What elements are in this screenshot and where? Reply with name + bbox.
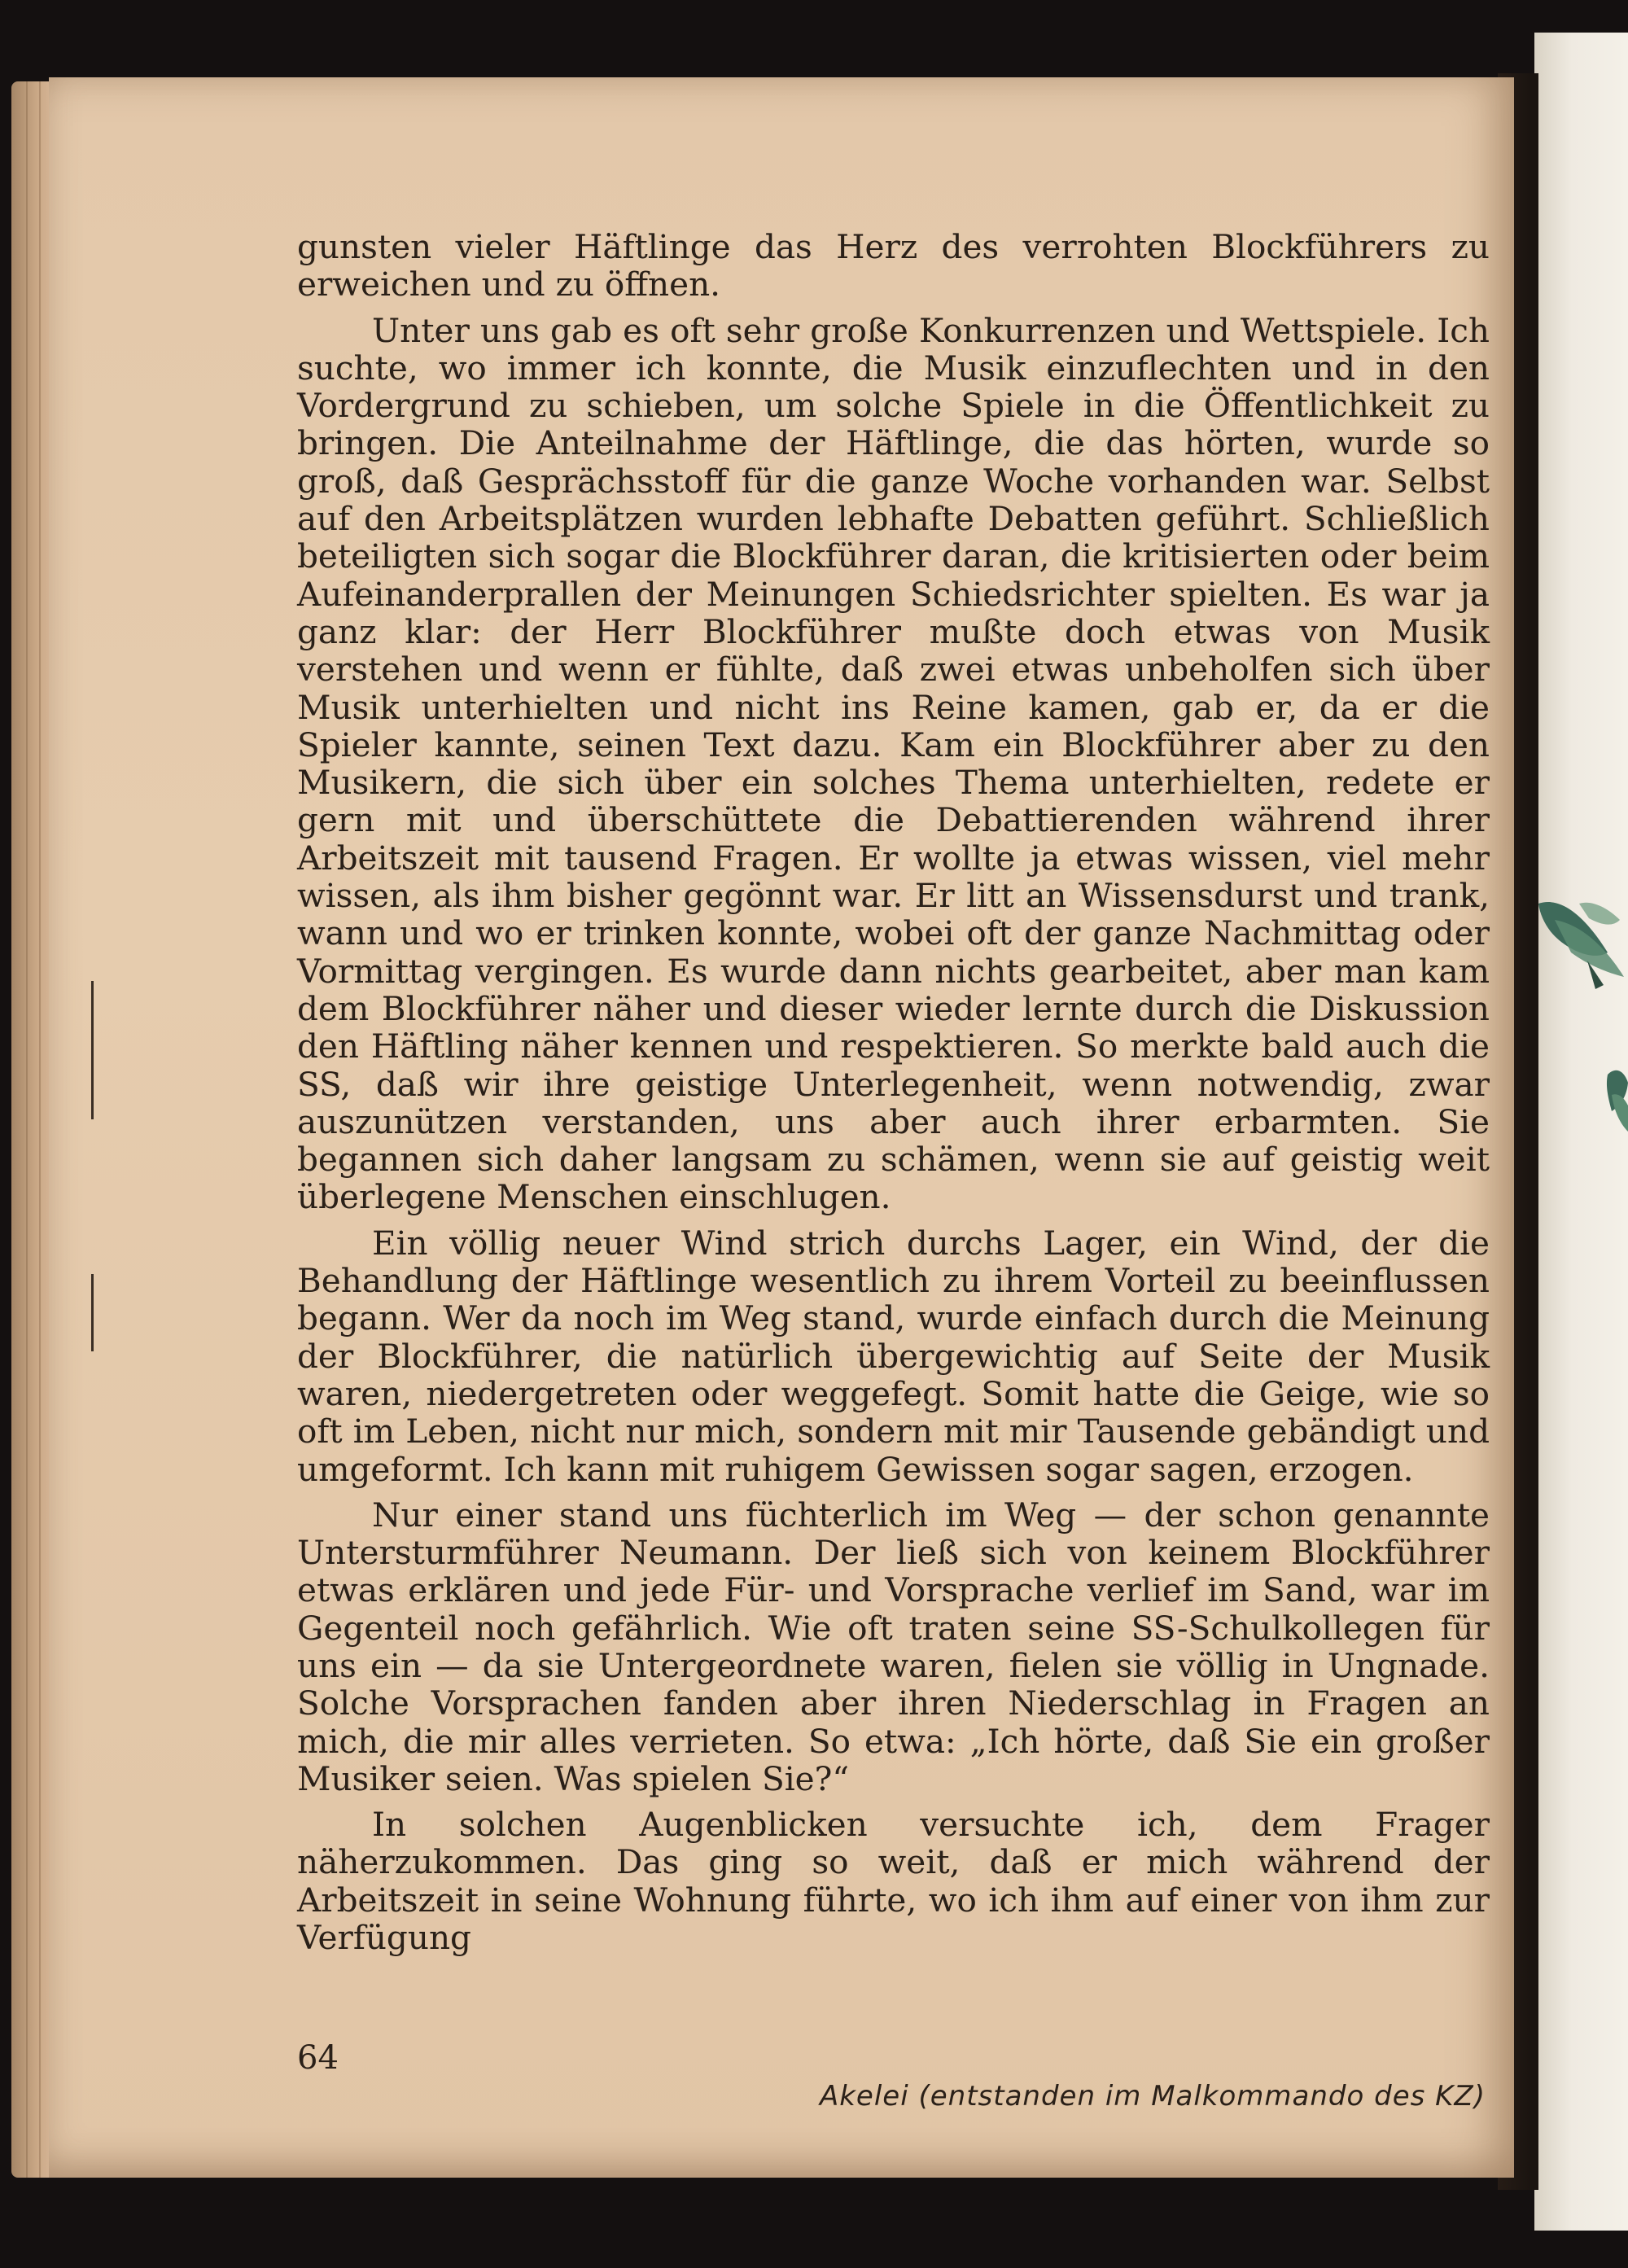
- illustration-caption: Akelei (entstanden im Malkommando des KZ): [819, 2080, 1486, 2113]
- page-number: 64: [297, 2039, 339, 2077]
- paragraph: In solchen Augenblicken versuchte ich, dem Frager näherzukommen. Das ging so weit, daß er mich während der Arbeitszeit in seine Wohnung führte, wo ich ihm auf einer von ihm zur Verfügung: [297, 1805, 1490, 1958]
- margin-rule: [91, 1274, 94, 1351]
- akelei-illustration-fragment: [1530, 887, 1628, 1148]
- margin-rule: [91, 981, 94, 1119]
- paragraph: Ein völlig neuer Wind strich durchs Lager, ein Wind, der die Behandlung der Häftlinge wesentlich zu ihrem Vorteil zu beeinflussen begann. Wer da noch im Weg stand, wurde einfach durch die Meinung der Blockführer, die natürlich übergewichtig auf Seite der Musik waren, niedergetreten oder weggefegt. Somit hatte die Geige, wie so oft im Leben, nicht nur mich, sondern mit mir Tausende gebändigt und umgeformt. Ich kann mit ruhigem Gewissen sogar sagen, erzogen.: [297, 1223, 1490, 1489]
- paragraph: Unter uns gab es oft sehr große Konkurrenzen und Wettspiele. Ich suchte, wo immer ich konnte, die Musik einzuflechten und in den Vordergrund zu schieben, um solche Spiele in die Öffentlichkeit zu bringen. Die Anteilnahme der Häftlinge, die das hörten, wurde so groß, daß Gesprächsstoff für die ganze Woche vorhanden war. Selbst auf den Arbeitsplätzen wurden lebhafte Debatten geführt. Schließlich beteiligten sich sogar die Blockführer daran, die kritisierten oder beim Aufeinanderprallen der Meinungen Schiedsrichter spielten. Es war ja ganz klar: der Herr Blockführer mußte doch etwas von Musik verstehen und wenn er fühlte, daß zwei etwas unbeholfen sich über Musik unterhielten und nicht ins Reine kamen, gab er, da er die Spieler kannte, seinen Text dazu. Kam ein Blockführer aber zu den Musikern, die sich über ein solches Thema unterhielten, redete er gern mit und überschüttete die Debattierenden während ihrer Arbeitszeit mit tausend Fragen. Er wollte ja etwas wissen, viel mehr wissen, als ihm bisher gegönnt war. Er litt an Wissensdurst und trank, wann und wo er trinken konnte, wobei oft der ganze Nachmittag oder Vormittag vergingen. Es wurde dann nichts gearbeitet, aber man kam dem Blockführer näher und dieser wieder lernte durch die Diskussion den Häftling näher kennen und respektieren. So merkte bald auch die SS, daß wir ihre geistige Unterlegenheit, wenn notwendig, zwar auszunützen verstanden, uns aber auch ihrer erbarmten. Sie begannen sich daher langsam zu schämen, wenn sie auf geistig weit überlegene Menschen einschlugen.: [297, 310, 1490, 1217]
- paragraph: Nur einer stand uns füchterlich im Weg — der schon genannte Untersturmführer Neumann. Der ließ sich von keinem Blockführer etwas erklären und jede Für- und Vorsprache verlief im Sand, war im Gegenteil noch gefährlich. Wie oft traten seine SS-Schulkollegen für uns ein — da sie Untergeordnete waren, fielen sie völlig in Ungnade. Solche Vorsprachen fanden aber ihren Niederschlag in Fragen an mich, die mir alles verrieten. So etwa: „Ich hörte, daß Sie ein großer Musiker seien. Was spielen Sie?“: [297, 1495, 1490, 1798]
- paragraph: gunsten vieler Häftlinge das Herz des verrohten Blockführers zu erweichen und zu öffnen.: [297, 227, 1490, 304]
- body-text: [297, 228, 1490, 1956]
